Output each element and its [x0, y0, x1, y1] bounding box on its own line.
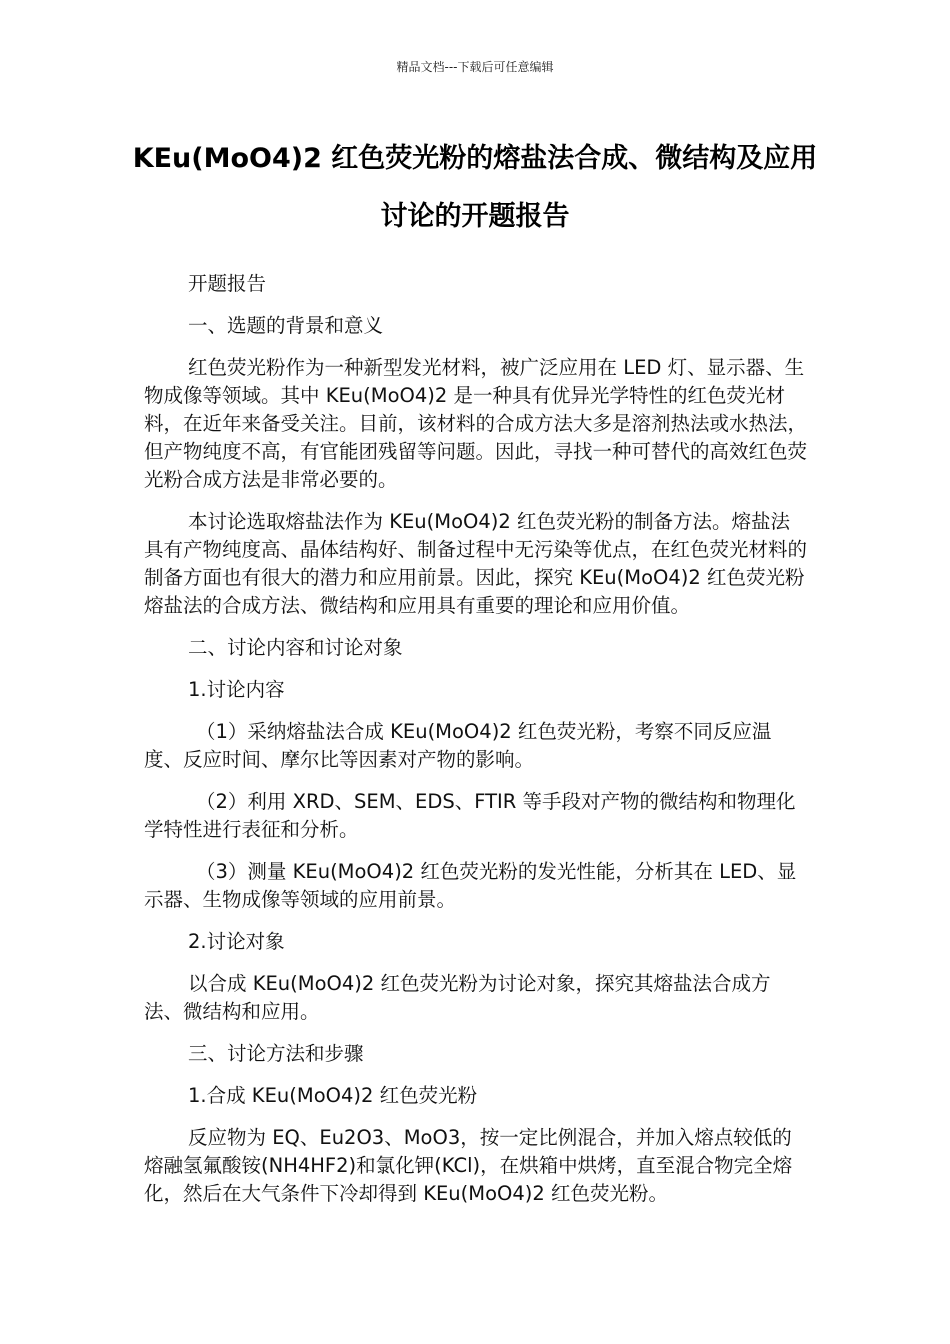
section-heading-3: 三、讨论方法和步骤: [188, 1042, 364, 1065]
paragraph-object: 以合成 KEu(MoO4)2 红色荧光粉为讨论对象，探究其熔盐法合成方法、微结构和应用。: [144, 972, 771, 1023]
list-item-3: （3）测量 KEu(MoO4)2 红色荧光粉的发光性能，分析其在 LED、显示器、生物成像等领域的应用前景。: [144, 860, 797, 911]
document-body: [144, 270, 808, 1222]
paragraph-method-choice: 本讨论选取熔盐法作为 KEu(MoO4)2 红色荧光粉的制备方法。熔盐法具有产物纯度高、晶体结构好、制备过程中无污染等优点，在红色荧光材料的制备方面也有很大的潜力和应用前景。因此，探究 KEu(MoO4)2 红色荧光粉熔盐法的合成方法、微结构和应用具有重要的理论和应用价值。: [144, 510, 808, 617]
section-heading-2: 二、讨论内容和讨论对象: [188, 636, 403, 659]
paragraph-synthesis: 反应物为 EQ、Eu2O3、MoO3，按一定比例混合，并加入熔点较低的熔融氢氟酸铵(NH4HF2)和氯化钾(KCl)，在烘箱中烘烤，直至混合物完全熔化，然后在大气条件下冷却得到 KEu(MoO4)2 红色荧光粉。: [144, 1126, 793, 1205]
section-heading-1: 一、选题的背景和意义: [188, 314, 384, 337]
paragraph-background: 红色荧光粉作为一种新型发光材料，被广泛应用在 LED 灯、显示器、生物成像等领域。其中 KEu(MoO4)2 是一种具有优异光学特性的红色荧光材料，在近年来备受关注。目前，该材料的合成方法大多是溶剂热法或水热法，但产物纯度不高，有官能团残留等问题。因此，寻找一种可替代的高效红色荧光粉合成方法是非常必要的。: [144, 356, 808, 491]
page-header: 精品文档---下载后可任意编辑: [396, 60, 554, 74]
subheading-content: 1.讨论内容: [188, 678, 285, 701]
section-label: 开题报告: [188, 272, 267, 295]
subheading-object: 2.讨论对象: [188, 930, 285, 953]
subheading-synthesis: 1.合成 KEu(MoO4)2 红色荧光粉: [188, 1084, 478, 1107]
list-item-1: （1）采纳熔盐法合成 KEu(MoO4)2 红色荧光粉，考察不同反应温度、反应时间、摩尔比等因素对产物的影响。: [144, 720, 772, 771]
document-title: KEu(MoO4)2 红色荧光粉的熔盐法合成、微结构及应用讨论的开题报告: [132, 143, 818, 232]
list-item-2: （2）利用 XRD、SEM、EDS、FTIR 等手段对产物的微结构和物理化学特性进行表征和分析。: [144, 790, 796, 841]
